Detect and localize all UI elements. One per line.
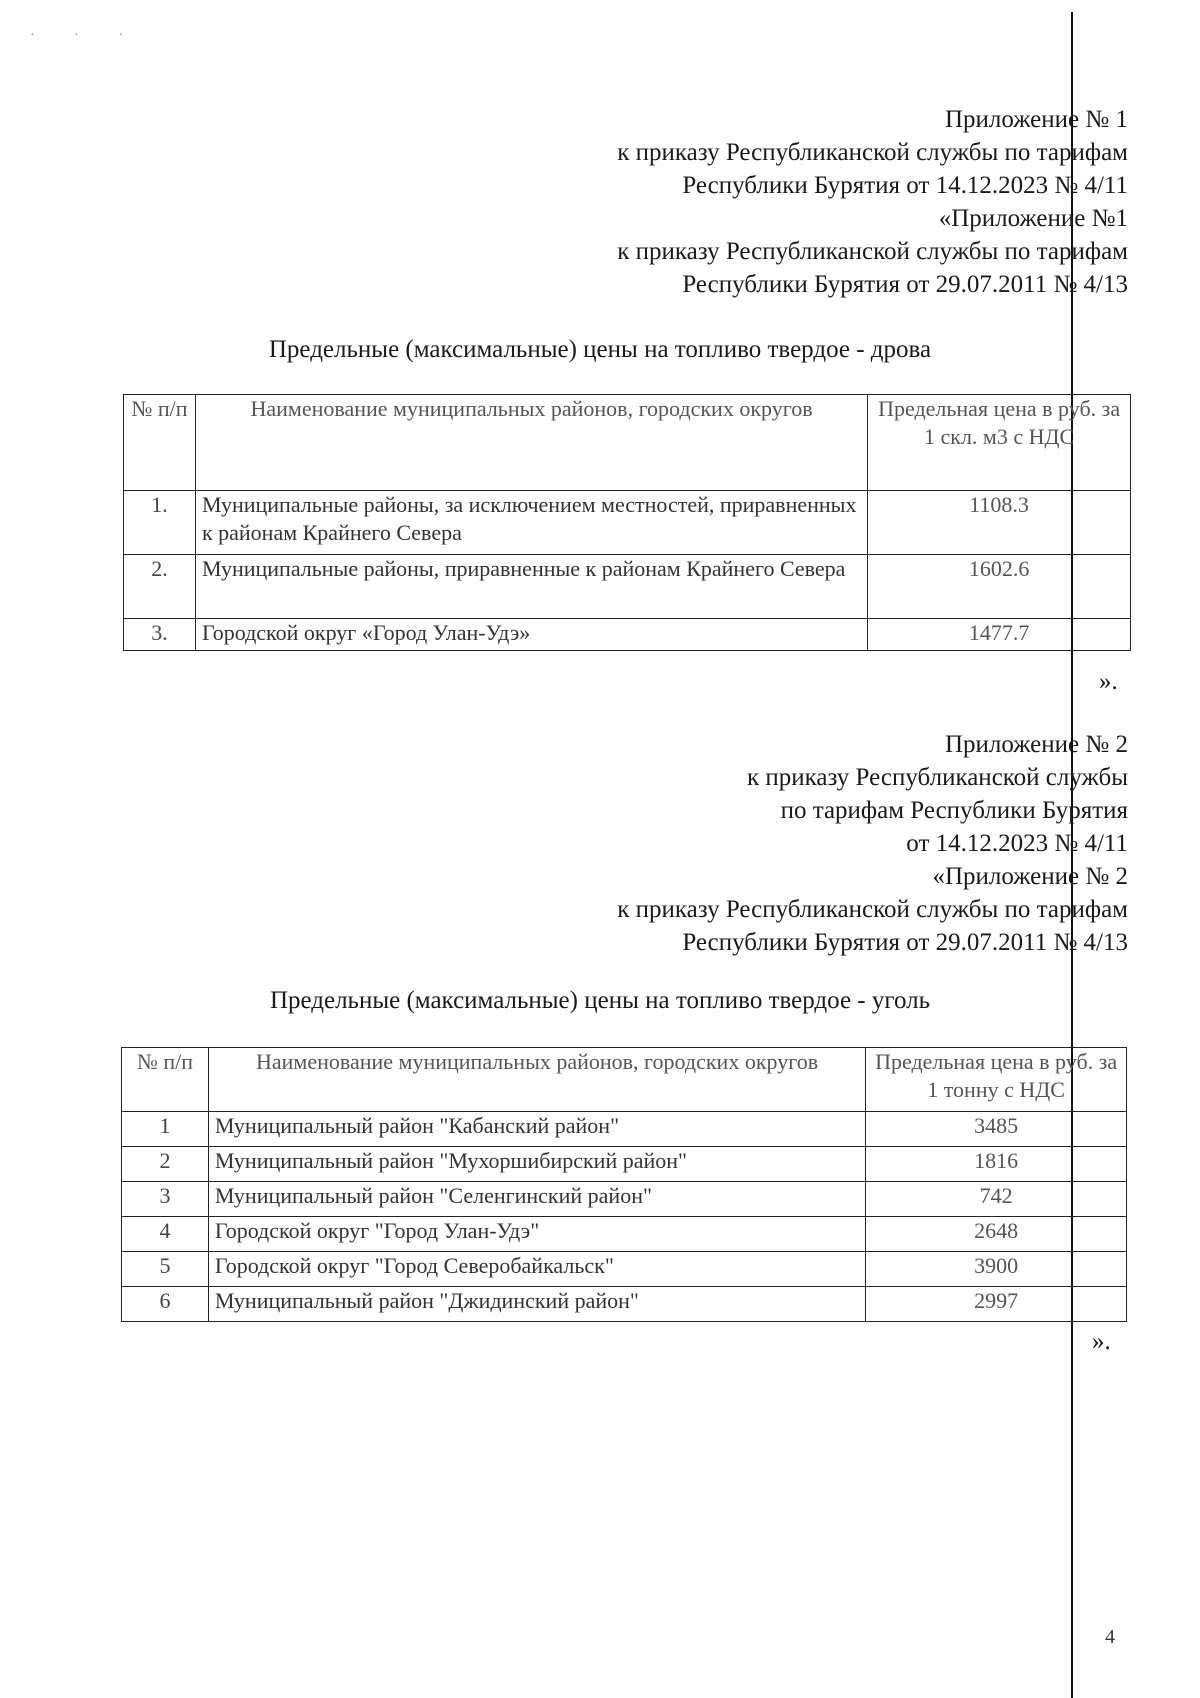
header-line: Республики Бурятия от 29.07.2011 № 4/13: [682, 929, 1128, 956]
table-row: [124, 491, 1131, 555]
row-name: Муниципальный район "Мухоршибирский район": [208, 1147, 865, 1182]
row-price: 742: [866, 1182, 1127, 1217]
header-line: Приложение № 1: [944, 106, 1128, 133]
col-header-num: № п/п: [124, 395, 196, 491]
row-price: 1816: [866, 1147, 1127, 1182]
header-line: по тарифам Республики Бурятия: [780, 797, 1128, 824]
col-header-name: Наименование муниципальных районов, городских округов: [208, 1048, 865, 1112]
appendix2-title: Предельные (максимальные) цены на топливо твердое - уголь: [269, 987, 931, 1014]
col-header-num: № п/п: [122, 1048, 209, 1112]
row-price: 2648: [866, 1217, 1127, 1252]
header-line: к приказу Республиканской службы по тарифам: [617, 896, 1128, 923]
appendix1-closing-quote: ».: [1099, 668, 1118, 695]
header-line: Приложение № 2: [944, 731, 1128, 758]
row-price: 1108.3: [868, 491, 1131, 555]
header-line: «Приложение №1: [938, 205, 1128, 232]
row-name: Муниципальный район "Селенгинский район": [208, 1182, 865, 1217]
appendix2-header: [617, 728, 1128, 959]
page-number: 4: [1105, 1626, 1115, 1648]
row-price: 3485: [866, 1112, 1127, 1147]
table-row: [122, 1217, 1127, 1252]
row-num: 3: [122, 1182, 209, 1217]
row-num: 4: [122, 1217, 209, 1252]
row-name: Городской округ «Город Улан-Удэ»: [195, 619, 867, 651]
header-line: к приказу Республиканской службы: [746, 764, 1128, 791]
header-line: «Приложение № 2: [932, 863, 1128, 890]
row-num: 1.: [124, 491, 196, 555]
table-header-row: [122, 1048, 1127, 1112]
row-num: 6: [122, 1287, 209, 1322]
appendix2-closing-quote: ».: [1092, 1328, 1111, 1355]
table-header-row: [124, 395, 1131, 491]
appendix1-table: [123, 394, 1131, 651]
row-price: 1602.6: [868, 555, 1131, 619]
row-price: 2997: [866, 1287, 1127, 1322]
col-header-price: Предельная цена в руб. за 1 скл. м3 с НДС: [868, 395, 1131, 491]
col-header-price: Предельная цена в руб. за 1 тонну с НДС: [866, 1048, 1127, 1112]
row-num: 2.: [124, 555, 196, 619]
col-header-name: Наименование муниципальных районов, городских округов: [195, 395, 867, 491]
header-line: Республики Бурятия от 14.12.2023 № 4/11: [682, 172, 1128, 199]
appendix1-title: Предельные (максимальные) цены на топливо твердое - дрова: [268, 336, 932, 363]
row-name: Городской округ "Город Улан-Удэ": [208, 1217, 865, 1252]
row-price: 3900: [866, 1252, 1127, 1287]
header-line: к приказу Республиканской службы по тарифам: [617, 238, 1128, 265]
row-num: 1: [122, 1112, 209, 1147]
table-row: [122, 1252, 1127, 1287]
row-name: Муниципальные районы, за исключением местностей, приравненных к районам Крайнего Севера: [195, 491, 867, 555]
row-num: 5: [122, 1252, 209, 1287]
row-price: 1477.7: [868, 619, 1131, 651]
table-row: [122, 1112, 1127, 1147]
header-line: к приказу Республиканской службы по тарифам: [617, 139, 1128, 166]
row-name: Муниципальный район "Джидинский район": [208, 1287, 865, 1322]
row-name: Муниципальный район "Кабанский район": [208, 1112, 865, 1147]
table-row: [124, 619, 1131, 651]
table-row: [124, 555, 1131, 619]
row-num: 3.: [124, 619, 196, 651]
table-row: [122, 1147, 1127, 1182]
table-row: [122, 1287, 1127, 1322]
row-name: Муниципальные районы, приравненные к районам Крайнего Севера: [195, 555, 867, 619]
row-num: 2: [122, 1147, 209, 1182]
row-name: Городской округ "Город Северобайкальск": [208, 1252, 865, 1287]
appendix2-table: [121, 1047, 1127, 1322]
scan-specks: · · ·: [30, 28, 141, 43]
header-line: от 14.12.2023 № 4/11: [906, 830, 1128, 857]
table-row: [122, 1182, 1127, 1217]
appendix1-header: [617, 103, 1128, 301]
header-line: Республики Бурятия от 29.07.2011 № 4/13: [682, 271, 1128, 298]
